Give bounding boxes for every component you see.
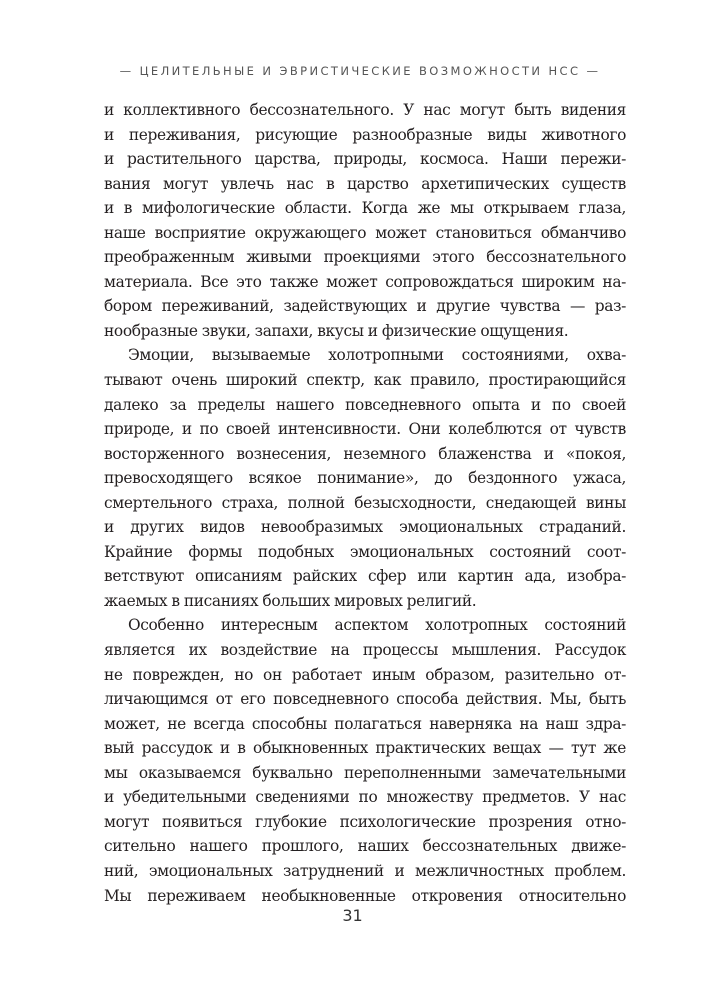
text-line: вания могут увлечь нас в царство архетипических существ: [104, 174, 626, 193]
body-text: [104, 98, 626, 908]
text-line: восторженного вознесения, неземного блаженства и «покоя,: [104, 444, 626, 463]
text-line: Крайние формы подобных эмоциональных состояний соот-: [104, 542, 626, 561]
text-line: преображенным живыми проекциями этого бессознательного: [104, 248, 626, 267]
text-line: превосходящего всякое понимание», до бездонного ужаса,: [104, 469, 626, 488]
text-line: Мы переживаем необыкновенные откровения относительно: [104, 886, 626, 905]
text-line: и убедительными сведениями по множеству предметов. У нас: [104, 788, 626, 807]
text-line: и коллективного бессознательного. У нас могут быть видения: [104, 101, 626, 119]
text-line: Особенно интересным аспектом холотропных состояний: [128, 616, 626, 635]
text-line: сительно нашего прошлого, наших бессознательных движе-: [104, 837, 626, 856]
text-line: личающимся от его повседневного способа действия. Мы, быть: [104, 690, 626, 709]
text-line: мы оказываемся буквально переполненными замечательными: [104, 763, 626, 782]
running-header: — ЦЕЛИТЕЛЬНЫЕ И ЭВРИСТИЧЕСКИЕ ВОЗМОЖНОСТИ НСС —: [119, 64, 601, 78]
text-line: и в мифологические области. Когда же мы открываем глаза,: [104, 199, 626, 218]
text-line: ветствуют описаниям райских сфер или картин ада, изобра-: [104, 567, 626, 586]
text-line: смертельного страха, полной безысходности, снедающей вины: [104, 493, 626, 512]
text-line: далеко за пределы нашего повседневного опыта и по своей: [104, 395, 626, 414]
text-line: природе, и по своей интенсивности. Они колеблются от чувств: [104, 420, 626, 439]
page-number: 31: [342, 906, 363, 925]
text-line: вый рассудок и в обыкновенных практических вещах — тут же: [104, 739, 626, 758]
text-line: нообразные звуки, запахи, вкусы и физические ощущения.: [104, 321, 569, 340]
text-line: жаемых в писаниях больших мировых религий.: [104, 591, 477, 610]
text-line: ний, эмоциональных затруднений и межличностных проблем.: [104, 861, 626, 880]
text-line: материала. Все это также может сопровождаться широким на-: [104, 272, 626, 291]
text-line: и других видов невообразимых эмоциональных страданий.: [104, 518, 626, 537]
text-line: могут появиться глубокие психологические прозрения отно-: [104, 812, 626, 831]
text-line: Эмоции, вызываемые холотропными состояниями, охва-: [128, 346, 626, 365]
text-line: может, не всегда способны полагаться наверняка на наш здра-: [104, 714, 626, 733]
text-line: тывают очень широкий спектр, как правило, простирающийся: [104, 371, 626, 390]
text-line: бором переживаний, задействующих и другие чувства — раз-: [104, 297, 626, 316]
text-line: и переживания, рисующие разнообразные виды животного: [104, 125, 626, 144]
text-line: является их воздействие на процессы мышления. Рассудок: [104, 641, 626, 660]
text-line: и растительного царства, природы, космоса. Наши пережи-: [104, 150, 626, 169]
text-line: наше восприятие окружающего может становиться обманчиво: [104, 223, 626, 242]
text-line: не поврежден, но он работает иным образом, разительно от-: [104, 665, 626, 684]
